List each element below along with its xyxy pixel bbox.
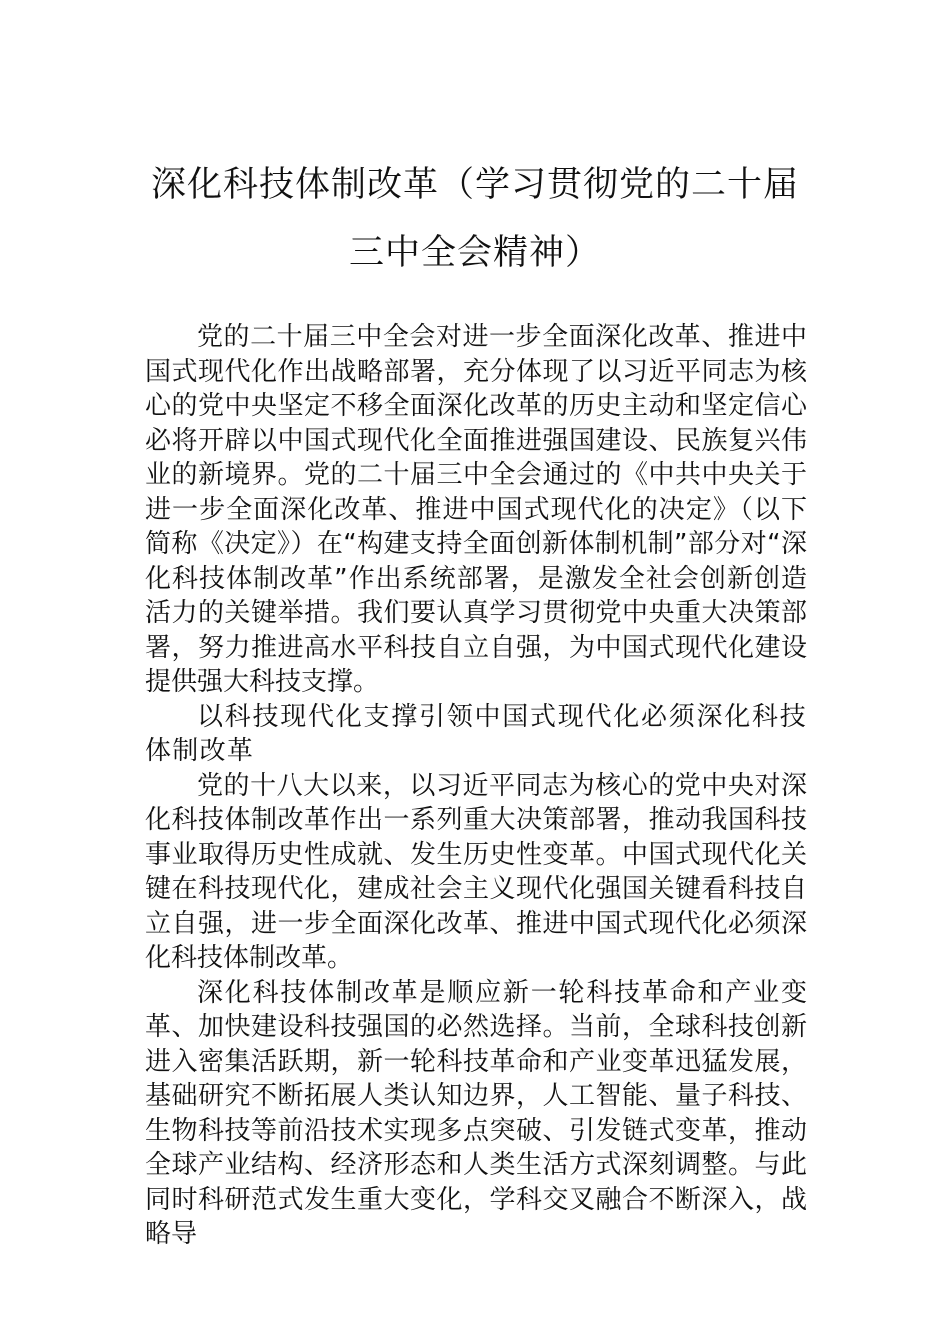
section-heading: 以科技现代化支撑引领中国式现代化必须深化科技体制改革 (145, 701, 807, 766)
document-title-line-2: 三中全会精神） (348, 233, 601, 273)
paragraph: 党的十八大以来，以习近平同志为核心的党中央对深化科技体制改革作出一系列重大决策部署，推动我国科技事业取得历史性成就、发生历史性变革。中国式现代化关键在科技现代化，建成社会主义现代化强国关键看科技自立自强，进一步全面深化改革、推进中国式现代化必须深化科技体制改革。 (145, 770, 807, 973)
document-body (145, 320, 807, 1252)
paragraph: 深化科技体制改革是顺应新一轮科技革命和产业变革、加快建设科技强国的必然选择。当前，全球科技创新进入密集活跃期，新一轮科技革命和产业变革迅猛发展，基础研究不断拓展人类认知边界，人工智能、量子科技、生物科技等前沿技术实现多点突破、引发链式变革，推动全球产业结构、经济形态和人类生活方式深刻调整。与此同时科研范式发生重大变化，学科交叉融合不断深入，战略导 (145, 977, 807, 1249)
paragraph-intro: 党的二十届三中全会对进一步全面深化改革、推进中国式现代化作出战略部署，充分体现了以习近平同志为核心的党中央坚定不移全面深化改革的历史主动和坚定信心必将开辟以中国式现代化全面推进强国建设、民族复兴伟业的新境界。党的二十届三中全会通过的《中共中央关于进一步全面深化改革、推进中国式现代化的决定》（以下简称《决定》）在“构建支持全面创新体制机制”部分对“深化科技体制改革”作出系统部署，是激发全社会创新创造活力的关键举措。我们要认真学习贯彻党中央重大决策部署，努力推进高水平科技自立自强，为中国式现代化建设提供强大科技支撑。 (145, 322, 807, 697)
document-title-line-1: 深化科技体制改革（学习贯彻党的二十届 (150, 165, 799, 205)
